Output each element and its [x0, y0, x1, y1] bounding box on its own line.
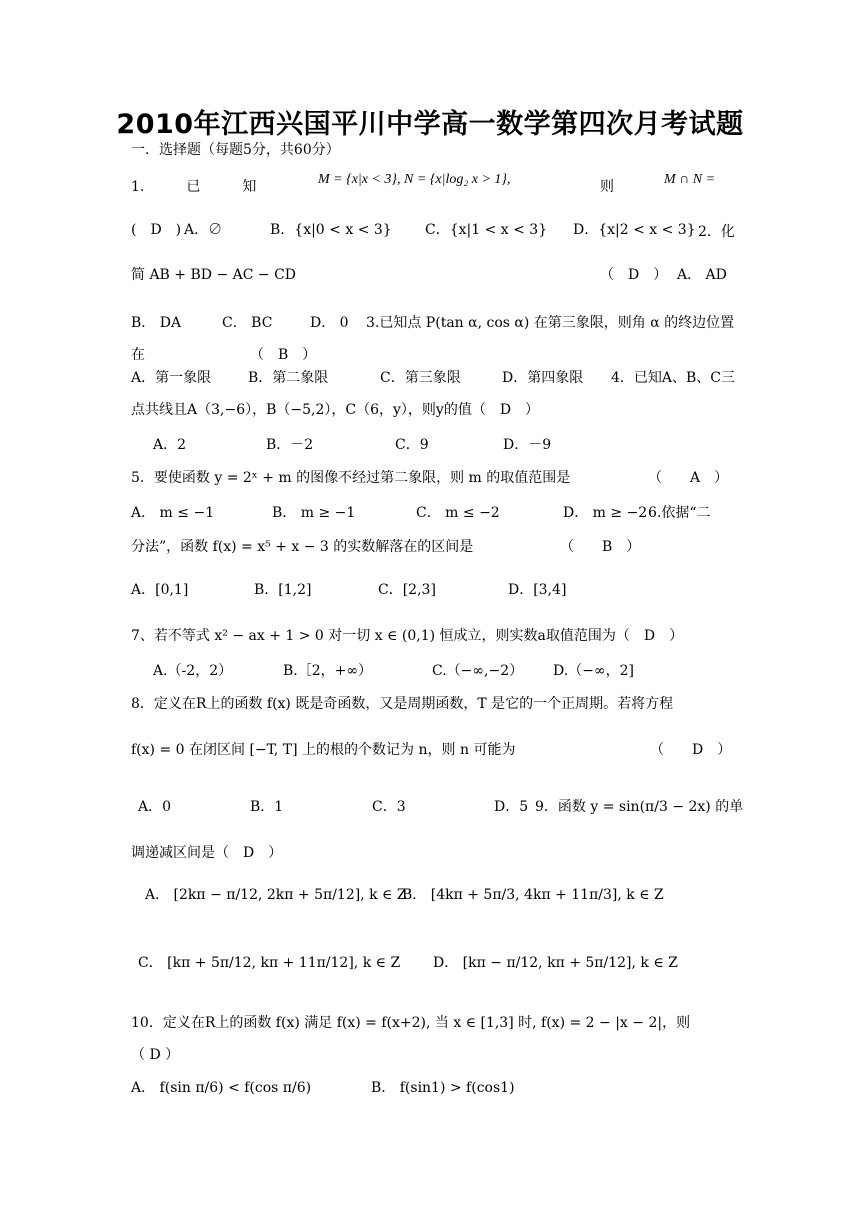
q6-option-d: D．[3,4] — [508, 582, 567, 598]
q4-option-c: C．9 — [395, 437, 429, 453]
q3-option-c: C．第三象限 — [380, 370, 461, 386]
q8-option-d: D．5 — [494, 799, 529, 815]
q8-option-a: A．0 — [138, 799, 172, 815]
q8-option-c: C．3 — [372, 799, 406, 815]
q7-stem: 7、若不等式 x² − ax + 1 > 0 对一切 x ∈ (0,1) 恒成立，则实数a取值范围为（ D ） — [131, 628, 684, 644]
q10-answer: （ D ） — [131, 1047, 180, 1063]
q3-option-d: D．第四象限 — [502, 370, 584, 386]
q2-option-b: B． DA — [131, 315, 182, 331]
q6-option-a: A．[0,1] — [131, 582, 189, 598]
q5-option-b: B． m ≥ −1 — [272, 505, 356, 521]
q6-option-c: C．[2,3] — [378, 582, 436, 598]
q5-stem: 5．要使函数 y = 2ˣ + m 的图像不经过第二象限，则 m 的取值范围是 — [131, 470, 571, 486]
q9-option-b: B． [4kπ + 5π/3, 4kπ + 11π/3], k ∈ Z — [402, 887, 664, 903]
q9-option-d: D． [kπ − π/12, kπ + 5π/12], k ∈ Z — [433, 955, 678, 971]
q6-answer: （ B ） — [560, 539, 641, 555]
q2-answer: （ D ） — [600, 267, 668, 283]
q8-option-b: B．1 — [250, 799, 284, 815]
q1-option-b: B．{x|0 < x < 3} — [270, 222, 392, 238]
q1-stem: 1. 已 知 — [131, 179, 257, 195]
q6-stem: 6.依据“二 — [648, 505, 711, 521]
q2-stem: 简 AB + BD − AC − CD — [131, 267, 297, 283]
q6-stem-cont: 分法”，函数 f(x) = x⁵ + x − 3 的实数解落在的区间是 — [131, 539, 474, 555]
page-title: 2010年江西兴国平川中学高一数学第四次月考试题 — [116, 109, 744, 140]
q3-stem-cont: 在 — [131, 347, 145, 363]
q1-option-a: A．∅ — [184, 222, 223, 238]
q1-answer: ( D ) — [131, 222, 182, 238]
q1-option-c: C．{x|1 < x < 3} — [425, 222, 548, 238]
q1-sets: M = {x|x < 3}, N = {x|log₂ x > 1}, — [318, 172, 511, 187]
q1-then: 则 — [600, 179, 614, 195]
section-heading: 一．选择题（每题5分，共60分） — [131, 142, 340, 158]
q1-ask: M ∩ N = — [664, 172, 716, 187]
q9-option-a: A． [2kπ − π/12, 2kπ + 5π/12], k ∈ Z — [145, 887, 407, 903]
q4-stem-cont: 点共线且A（3,−6），B（−5,2），C（6，y），则y的值（ D ） — [131, 402, 540, 418]
q5-answer: （ A ） — [648, 470, 729, 486]
q8-stem-cont: f(x) = 0 在闭区间 [−T, T] 上的根的个数记为 n，则 n 可能为 — [131, 742, 516, 758]
q2-stem-head: 2．化 — [698, 224, 735, 240]
q2-option-a: A． AD — [677, 267, 727, 283]
q9-option-c: C． [kπ + 5π/12, kπ + 11π/12], k ∈ Z — [138, 955, 401, 971]
q3-option-b: B．第二象限 — [248, 370, 329, 386]
q3-stem: 3.已知点 P(tan α, cos α) 在第三象限，则角 α 的终边位置 — [366, 315, 735, 331]
q10-option-a: A． f(sin π/6) < f(cos π/6) — [131, 1080, 312, 1096]
q4-option-a: A．2 — [153, 437, 187, 453]
q4-stem: 4．已知A、B、C三 — [611, 370, 736, 386]
q1-option-d: D．{x|2 < x < 3} — [573, 222, 696, 238]
q5-option-a: A． m ≤ −1 — [131, 505, 215, 521]
q7-option-b: B.［2，+∞） — [283, 663, 373, 679]
q7-option-c: C.（−∞,−2） — [432, 663, 524, 679]
q2-option-c: C． BC — [222, 315, 273, 331]
q3-option-a: A．第一象限 — [131, 370, 212, 386]
q10-option-b: B． f(sin1) > f(cos1) — [371, 1080, 515, 1096]
q3-answer: （ B ） — [250, 347, 317, 363]
q7-option-a: A.（-2，2） — [153, 663, 233, 679]
q5-option-d: D． m ≥ −2 — [563, 505, 648, 521]
q8-stem: 8．定义在R上的函数 f(x) 既是奇函数，又是周期函数，T 是它的一个正周期。若将方程 — [131, 696, 674, 712]
q9-stem-cont: 调递减区间是（ D ） — [131, 845, 283, 861]
q4-option-b: B．－2 — [266, 437, 314, 453]
q9-stem: 9．函数 y = sin(π/3 − 2x) 的单 — [535, 799, 744, 815]
q2-option-d: D． 0 — [310, 315, 349, 331]
q5-option-c: C． m ≤ −2 — [416, 505, 500, 521]
q8-answer: （ D ） — [650, 742, 732, 758]
q6-option-b: B．[1,2] — [254, 582, 312, 598]
q4-option-d: D．－9 — [503, 437, 552, 453]
q7-option-d: D.（−∞，2] — [553, 663, 634, 679]
q10-stem: 10．定义在R上的函数 f(x) 满足 f(x) = f(x+2), 当 x ∈ [1,3] 时, f(x) = 2 − |x − 2|，则 — [131, 1015, 691, 1031]
